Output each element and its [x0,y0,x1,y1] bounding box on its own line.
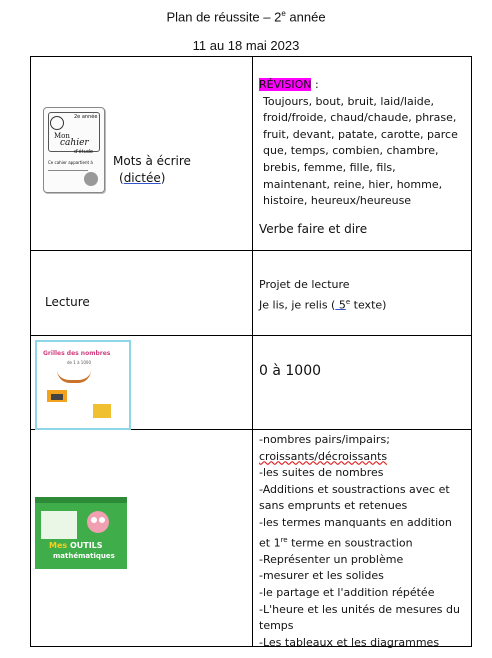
list-item: -les suites de nombres [259,466,384,480]
list-item: -mesurer et les solides [259,569,384,583]
cell-outils [31,430,253,647]
table-row [31,251,472,336]
cell-lecture [31,251,253,336]
cell-range [253,336,472,430]
outils-thumbnail: Mes OUTILS mathématiques [35,497,127,569]
list-item: -Additions et soustractions avec et sans emprunts et retenues [259,482,450,513]
cell-math-list [253,430,472,647]
range-text: 0 à 1000 [259,363,322,379]
verbe-line: Verbe faire et dire [259,221,368,236]
list-item: -nombres pairs/impairs; [259,433,390,446]
plan-table [30,56,472,647]
cell-projet [253,251,472,336]
list-item: -Les tableaux et les diagrammes [259,635,440,649]
page-title: Plan de réussite – 2e année [166,9,326,25]
list-item: -Représenter un problème [259,552,404,566]
mots-label: Mots à écrire [113,154,191,168]
cahier-thumbnail: 2e année Mon cahier d'étude Ce cahier appartient à [43,107,105,193]
table-row [31,430,472,647]
word-list: Toujours, bout, bruit, laid/laide, froid/froide, chaud/chaude, phrase, fruit, devant, patate, carotte, parce que, temps, combien, chambre, brebis, femme, fille, fils, maintenant, reine, hier, homme, histoire, heureux/heureuse [263,94,458,208]
cell-revision: RÉVISION : Toujours, bout, bruit, laid/laide, froid/froide, chaud/chaude, phrase, fruit, devant, patate, carotte, parce que, temps, combien, chambre, brebis, femme, fille, fils, maintenant, reine, hier, homme, histoire, heureux/heureuse Verbe faire et dire [253,57,472,251]
grilles-thumbnail: Grilles des nombres de 1 à 1000 [35,340,131,430]
dictee-label: (dictée) [119,171,166,185]
table-row [31,336,472,430]
list-item: -les termes manquants en addition et 1re terme en soustraction [259,515,452,550]
cell-mots [31,57,253,251]
list-item: -L'heure et les unités de mesures du temps [259,602,460,633]
revision-heading: RÉVISION [259,78,312,91]
cell-grilles [31,336,253,430]
lecture-label: Lecture [45,295,90,309]
relis-line: Je lis, je relis ( 5e texte) [259,297,387,312]
table-row [31,57,472,251]
date-range: 11 au 18 mai 2023 [192,38,300,53]
list-item: croissants/décroissants [259,449,388,463]
projet-line: Projet de lecture [259,278,350,291]
list-item: -le partage et l'addition répétée [259,586,435,599]
